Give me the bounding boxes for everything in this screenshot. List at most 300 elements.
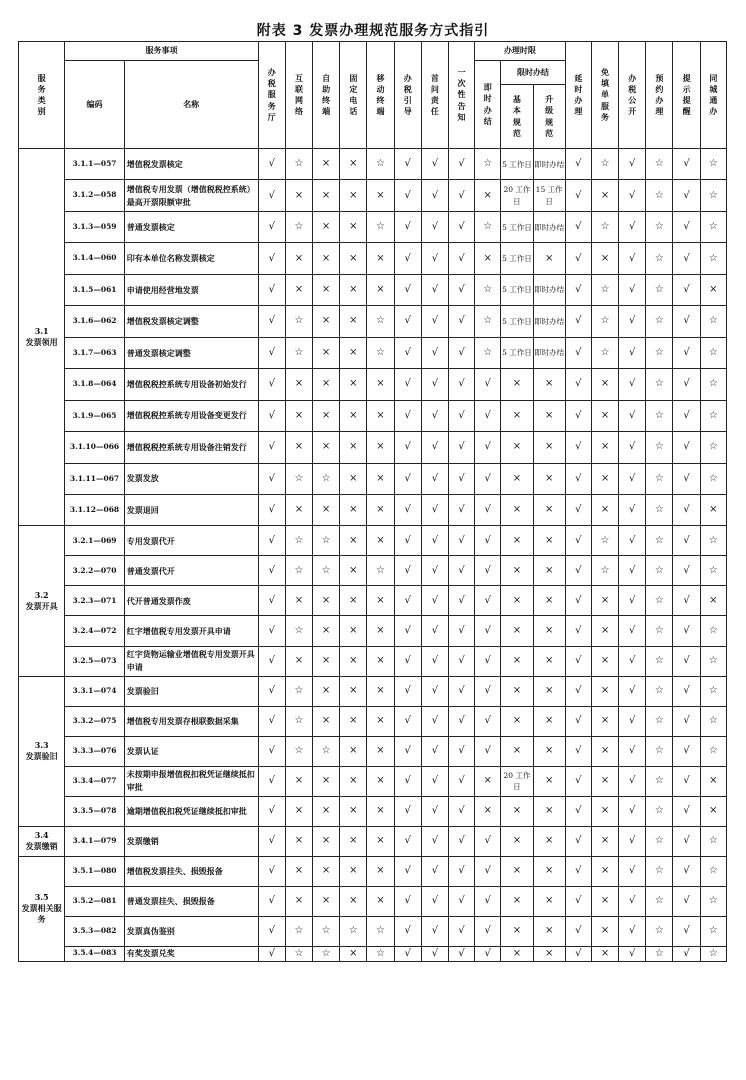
row-name: 发票认证 xyxy=(124,736,258,766)
row-name: 增值税发票核定调整 xyxy=(124,306,258,337)
cell-first-ask: √ xyxy=(421,494,448,525)
cell-guide: √ xyxy=(394,796,421,826)
row-code: 3.1.12—068 xyxy=(65,494,124,525)
cell-hall: √ xyxy=(258,616,285,646)
cell-same-city: × xyxy=(700,274,726,305)
cell-same-city: ☆ xyxy=(700,886,726,916)
cell-reserve: ☆ xyxy=(646,243,673,274)
cell-basic-norm: × xyxy=(501,916,533,946)
cell-one-notice: √ xyxy=(448,432,474,463)
cell-mobile: × xyxy=(367,796,394,826)
cell-same-city: ☆ xyxy=(700,916,726,946)
cell-upgrade-norm: × xyxy=(533,886,565,916)
cell-upgrade-norm: 即时办结 xyxy=(533,211,565,242)
cell-one-notice: √ xyxy=(448,306,474,337)
cell-hall: √ xyxy=(258,826,285,856)
cell-remind: √ xyxy=(673,946,700,961)
cell-reserve: ☆ xyxy=(646,766,673,796)
category-name: 发票开具 xyxy=(25,600,58,611)
cell-upgrade-norm: × xyxy=(533,526,565,556)
cell-landline: × xyxy=(340,856,367,886)
cell-one-notice: √ xyxy=(448,646,474,676)
cell-first-ask: √ xyxy=(421,243,448,274)
header-internet: 互 联 网 络 xyxy=(285,42,312,149)
cell-instant: √ xyxy=(475,736,501,766)
cell-basic-norm: 5 工作日 xyxy=(501,274,533,305)
cell-guide: √ xyxy=(394,946,421,961)
cell-one-notice: √ xyxy=(448,526,474,556)
cell-remind: √ xyxy=(673,180,700,211)
table-row xyxy=(19,646,727,676)
cell-reserve: ☆ xyxy=(646,180,673,211)
cell-remind: √ xyxy=(673,306,700,337)
cell-instant: ☆ xyxy=(475,149,501,180)
cell-same-city: ☆ xyxy=(700,616,726,646)
category-name: 发票验旧 xyxy=(25,751,58,762)
header-instant: 即 时 办 结 xyxy=(475,61,501,149)
cell-first-ask: √ xyxy=(421,556,448,586)
cell-mobile: × xyxy=(367,826,394,856)
cell-guide: √ xyxy=(394,736,421,766)
row-name: 普通发票核定调整 xyxy=(124,337,258,368)
cell-public: √ xyxy=(619,432,646,463)
cell-delay: √ xyxy=(565,736,591,766)
cell-self-terminal: × xyxy=(313,494,340,525)
cell-hall: √ xyxy=(258,916,285,946)
cell-public: √ xyxy=(619,916,646,946)
cell-internet: ☆ xyxy=(285,916,312,946)
cell-landline: × xyxy=(340,180,367,211)
cell-landline: × xyxy=(340,369,367,400)
cell-one-notice: √ xyxy=(448,796,474,826)
cell-internet: ☆ xyxy=(285,149,312,180)
cell-one-notice: √ xyxy=(448,463,474,494)
cell-delay: √ xyxy=(565,494,591,525)
cell-instant: √ xyxy=(475,432,501,463)
cell-hall: √ xyxy=(258,243,285,274)
cell-delay: √ xyxy=(565,886,591,916)
cell-guide: √ xyxy=(394,526,421,556)
cell-upgrade-norm: × xyxy=(533,369,565,400)
cell-guide: √ xyxy=(394,494,421,525)
cell-hall: √ xyxy=(258,526,285,556)
cell-reserve: ☆ xyxy=(646,676,673,706)
cell-one-notice: √ xyxy=(448,766,474,796)
cell-mobile: × xyxy=(367,369,394,400)
row-name: 增值税专用发票（增值税税控系统） 最高开票限额审批 xyxy=(124,180,258,211)
row-name: 申请使用经营地发票 xyxy=(124,274,258,305)
cell-basic-norm: × xyxy=(501,646,533,676)
cell-reserve: ☆ xyxy=(646,586,673,616)
cell-same-city: ☆ xyxy=(700,432,726,463)
cell-upgrade-norm: × xyxy=(533,826,565,856)
cell-one-notice: √ xyxy=(448,946,474,961)
cell-guide: √ xyxy=(394,916,421,946)
cell-instant: ☆ xyxy=(475,274,501,305)
cell-one-notice: √ xyxy=(448,180,474,211)
row-name: 专用发票代开 xyxy=(124,526,258,556)
category-name: 发票领用 xyxy=(25,337,58,348)
cell-mobile: × xyxy=(367,646,394,676)
cell-first-ask: √ xyxy=(421,676,448,706)
cell-one-notice: √ xyxy=(448,886,474,916)
cell-basic-norm: × xyxy=(501,706,533,736)
cell-remind: √ xyxy=(673,337,700,368)
cell-first-ask: √ xyxy=(421,856,448,886)
cell-same-city: ☆ xyxy=(700,400,726,431)
row-code: 3.1.1—057 xyxy=(65,149,124,180)
cell-public: √ xyxy=(619,274,646,305)
cell-one-notice: √ xyxy=(448,736,474,766)
cell-first-ask: √ xyxy=(421,463,448,494)
cell-delay: √ xyxy=(565,337,591,368)
cell-upgrade-norm: × xyxy=(533,706,565,736)
cell-public: √ xyxy=(619,586,646,616)
cell-hall: √ xyxy=(258,463,285,494)
cell-guide: √ xyxy=(394,149,421,180)
cell-remind: √ xyxy=(673,211,700,242)
cell-self-terminal: × xyxy=(313,706,340,736)
cell-instant: √ xyxy=(475,556,501,586)
cell-guide: √ xyxy=(394,243,421,274)
cell-first-ask: √ xyxy=(421,796,448,826)
table-row xyxy=(19,432,727,463)
row-name: 发票真伪鉴别 xyxy=(124,916,258,946)
cell-upgrade-norm: × xyxy=(533,556,565,586)
row-code: 3.3.2—075 xyxy=(65,706,124,736)
cell-guide: √ xyxy=(394,274,421,305)
cell-one-notice: √ xyxy=(448,337,474,368)
cell-remind: √ xyxy=(673,856,700,886)
cell-self-terminal: × xyxy=(313,856,340,886)
cell-hall: √ xyxy=(258,796,285,826)
cell-self-terminal: × xyxy=(313,243,340,274)
cell-remind: √ xyxy=(673,556,700,586)
cell-no-form: × xyxy=(591,463,618,494)
cell-self-terminal: ☆ xyxy=(313,736,340,766)
cell-landline: × xyxy=(340,526,367,556)
cell-reserve: ☆ xyxy=(646,706,673,736)
cell-reserve: ☆ xyxy=(646,369,673,400)
cell-internet: × xyxy=(285,243,312,274)
cell-no-form: × xyxy=(591,826,618,856)
cell-one-notice: √ xyxy=(448,856,474,886)
cell-instant: × xyxy=(475,243,501,274)
cell-upgrade-norm: × xyxy=(533,400,565,431)
table-row xyxy=(19,494,727,525)
cell-internet: × xyxy=(285,369,312,400)
row-name: 未按期申报增值税扣税凭证继续抵扣审批 xyxy=(124,766,258,796)
cell-one-notice: √ xyxy=(448,586,474,616)
cell-basic-norm: × xyxy=(501,586,533,616)
cell-guide: √ xyxy=(394,211,421,242)
cell-mobile: × xyxy=(367,494,394,525)
header-upgrade-norm: 升 级 规 范 xyxy=(533,85,565,149)
cell-landline: × xyxy=(340,796,367,826)
cell-basic-norm: 5 工作日 xyxy=(501,337,533,368)
cell-delay: √ xyxy=(565,400,591,431)
cell-same-city: ☆ xyxy=(700,706,726,736)
table-row xyxy=(19,706,727,736)
cell-delay: √ xyxy=(565,676,591,706)
cell-guide: √ xyxy=(394,369,421,400)
cell-landline: × xyxy=(340,706,367,736)
cell-self-terminal: × xyxy=(313,337,340,368)
cell-first-ask: √ xyxy=(421,180,448,211)
cell-no-form: ☆ xyxy=(591,526,618,556)
cell-one-notice: √ xyxy=(448,616,474,646)
page-title: 附表 3 发票办理规范服务方式指引 xyxy=(256,23,490,39)
cell-public: √ xyxy=(619,337,646,368)
row-code: 3.1.5—061 xyxy=(65,274,124,305)
cell-no-form: × xyxy=(591,706,618,736)
table-row xyxy=(19,796,727,826)
cell-reserve: ☆ xyxy=(646,463,673,494)
cell-first-ask: √ xyxy=(421,400,448,431)
cell-first-ask: √ xyxy=(421,432,448,463)
row-name: 普通发票核定 xyxy=(124,211,258,242)
cell-hall: √ xyxy=(258,556,285,586)
cell-internet: ☆ xyxy=(285,676,312,706)
cell-upgrade-norm: × xyxy=(533,646,565,676)
cell-delay: √ xyxy=(565,646,591,676)
cell-basic-norm: × xyxy=(501,946,533,961)
cell-public: √ xyxy=(619,736,646,766)
cell-delay: √ xyxy=(565,369,591,400)
cell-remind: √ xyxy=(673,526,700,556)
cell-reserve: ☆ xyxy=(646,916,673,946)
cell-basic-norm: × xyxy=(501,856,533,886)
cell-same-city: ☆ xyxy=(700,463,726,494)
cell-self-terminal: × xyxy=(313,676,340,706)
table-row xyxy=(19,400,727,431)
cell-one-notice: √ xyxy=(448,494,474,525)
cell-instant: √ xyxy=(475,856,501,886)
cell-hall: √ xyxy=(258,766,285,796)
cell-instant: √ xyxy=(475,826,501,856)
cell-internet: ☆ xyxy=(285,556,312,586)
cell-same-city: ☆ xyxy=(700,243,726,274)
cell-guide: √ xyxy=(394,556,421,586)
cell-mobile: × xyxy=(367,736,394,766)
cell-mobile: × xyxy=(367,886,394,916)
cell-one-notice: √ xyxy=(448,274,474,305)
category-number: 3.3 xyxy=(34,739,49,750)
header-code: 编码 xyxy=(65,61,124,149)
cell-internet: ☆ xyxy=(285,616,312,646)
cell-landline: ☆ xyxy=(340,916,367,946)
cell-one-notice: √ xyxy=(448,916,474,946)
cell-upgrade-norm: × xyxy=(533,616,565,646)
table-row xyxy=(19,149,727,180)
cell-internet: × xyxy=(285,886,312,916)
table-row xyxy=(19,856,727,886)
cell-same-city: ☆ xyxy=(700,149,726,180)
cell-no-form: ☆ xyxy=(591,274,618,305)
header-one-notice: 一 次 性 告 知 xyxy=(448,42,474,149)
table-row xyxy=(19,736,727,766)
cell-self-terminal: × xyxy=(313,796,340,826)
cell-delay: √ xyxy=(565,766,591,796)
table-row xyxy=(19,886,727,916)
cell-self-terminal: × xyxy=(313,586,340,616)
row-code: 3.4.1—079 xyxy=(65,826,124,856)
cell-no-form: × xyxy=(591,676,618,706)
cell-one-notice: √ xyxy=(448,149,474,180)
header-delay: 延 时 办 理 xyxy=(565,42,591,149)
cell-no-form: × xyxy=(591,766,618,796)
table-row xyxy=(19,306,727,337)
header-self-terminal: 自 助 终 端 xyxy=(313,42,340,149)
category-cell xyxy=(19,149,65,526)
cell-mobile: × xyxy=(367,463,394,494)
table-row xyxy=(19,369,727,400)
cell-no-form: × xyxy=(591,586,618,616)
cell-delay: √ xyxy=(565,243,591,274)
cell-delay: √ xyxy=(565,211,591,242)
cell-landline: × xyxy=(340,274,367,305)
row-code: 3.3.3—076 xyxy=(65,736,124,766)
row-code: 3.2.2—070 xyxy=(65,556,124,586)
cell-basic-norm: 5 工作日 xyxy=(501,306,533,337)
cell-landline: × xyxy=(340,886,367,916)
cell-upgrade-norm: × xyxy=(533,586,565,616)
cell-instant: ☆ xyxy=(475,211,501,242)
table-row xyxy=(19,766,727,796)
cell-hall: √ xyxy=(258,369,285,400)
category-number: 3.2 xyxy=(34,589,49,600)
row-code: 3.2.1—069 xyxy=(65,526,124,556)
cell-internet: ☆ xyxy=(285,706,312,736)
cell-basic-norm: 20 工作日 xyxy=(501,766,533,796)
row-name: 普通发票挂失、损毁报备 xyxy=(124,886,258,916)
cell-no-form: × xyxy=(591,886,618,916)
category-number: 3.4 xyxy=(34,829,49,840)
cell-same-city: ☆ xyxy=(700,736,726,766)
header-hall: 办 税 服 务 厅 xyxy=(258,42,285,149)
cell-reserve: ☆ xyxy=(646,494,673,525)
cell-basic-norm: × xyxy=(501,556,533,586)
cell-no-form: ☆ xyxy=(591,306,618,337)
cell-internet: × xyxy=(285,180,312,211)
cell-remind: √ xyxy=(673,916,700,946)
cell-reserve: ☆ xyxy=(646,526,673,556)
row-name: 增值税税控系统专用设备变更发行 xyxy=(124,400,258,431)
cell-first-ask: √ xyxy=(421,211,448,242)
cell-instant: √ xyxy=(475,916,501,946)
row-code: 3.5.1—080 xyxy=(65,856,124,886)
cell-hall: √ xyxy=(258,886,285,916)
cell-guide: √ xyxy=(394,646,421,676)
cell-landline: × xyxy=(340,463,367,494)
cell-instant: √ xyxy=(475,946,501,961)
cell-landline: × xyxy=(340,766,367,796)
cell-same-city: × xyxy=(700,796,726,826)
cell-public: √ xyxy=(619,243,646,274)
row-code: 3.2.4—072 xyxy=(65,616,124,646)
row-name: 逾期增值税扣税凭证继续抵扣审批 xyxy=(124,796,258,826)
cell-public: √ xyxy=(619,826,646,856)
cell-landline: × xyxy=(340,400,367,431)
cell-reserve: ☆ xyxy=(646,946,673,961)
cell-no-form: ☆ xyxy=(591,149,618,180)
cell-hall: √ xyxy=(258,646,285,676)
cell-public: √ xyxy=(619,149,646,180)
cell-first-ask: √ xyxy=(421,916,448,946)
row-name: 有奖发票兑奖 xyxy=(124,946,258,961)
cell-upgrade-norm: 即时办结 xyxy=(533,337,565,368)
cell-first-ask: √ xyxy=(421,706,448,736)
cell-remind: √ xyxy=(673,736,700,766)
cell-guide: √ xyxy=(394,586,421,616)
cell-self-terminal: ☆ xyxy=(313,526,340,556)
cell-self-terminal: × xyxy=(313,886,340,916)
cell-landline: × xyxy=(340,149,367,180)
cell-instant: × xyxy=(475,766,501,796)
cell-same-city: ☆ xyxy=(700,676,726,706)
cell-mobile: ☆ xyxy=(367,211,394,242)
header-category: 服 务 类 别 xyxy=(19,42,65,149)
cell-mobile: × xyxy=(367,243,394,274)
cell-basic-norm: × xyxy=(501,432,533,463)
cell-first-ask: √ xyxy=(421,337,448,368)
cell-internet: × xyxy=(285,856,312,886)
cell-internet: × xyxy=(285,766,312,796)
table-row xyxy=(19,826,727,856)
cell-internet: × xyxy=(285,494,312,525)
cell-instant: √ xyxy=(475,676,501,706)
cell-public: √ xyxy=(619,616,646,646)
cell-one-notice: √ xyxy=(448,826,474,856)
cell-same-city: × xyxy=(700,586,726,616)
cell-reserve: ☆ xyxy=(646,211,673,242)
cell-first-ask: √ xyxy=(421,526,448,556)
cell-instant: √ xyxy=(475,463,501,494)
table-row xyxy=(19,274,727,305)
cell-hall: √ xyxy=(258,494,285,525)
cell-upgrade-norm: × xyxy=(533,432,565,463)
cell-basic-norm: × xyxy=(501,400,533,431)
cell-delay: √ xyxy=(565,526,591,556)
cell-internet: × xyxy=(285,646,312,676)
cell-one-notice: √ xyxy=(448,706,474,736)
cell-first-ask: √ xyxy=(421,646,448,676)
cell-basic-norm: × xyxy=(501,676,533,706)
cell-delay: √ xyxy=(565,616,591,646)
cell-basic-norm: × xyxy=(501,796,533,826)
category-cell xyxy=(19,856,65,961)
cell-self-terminal: × xyxy=(313,616,340,646)
cell-public: √ xyxy=(619,369,646,400)
cell-mobile: ☆ xyxy=(367,946,394,961)
table-row xyxy=(19,211,727,242)
row-name: 发票退回 xyxy=(124,494,258,525)
cell-public: √ xyxy=(619,526,646,556)
cell-self-terminal: × xyxy=(313,646,340,676)
table-row xyxy=(19,946,727,961)
cell-basic-norm: × xyxy=(501,369,533,400)
cell-remind: √ xyxy=(673,616,700,646)
cell-remind: √ xyxy=(673,494,700,525)
cell-public: √ xyxy=(619,306,646,337)
cell-reserve: ☆ xyxy=(646,337,673,368)
cell-remind: √ xyxy=(673,432,700,463)
cell-basic-norm: 5 工作日 xyxy=(501,243,533,274)
cell-same-city: ☆ xyxy=(700,306,726,337)
cell-no-form: × xyxy=(591,243,618,274)
table-row xyxy=(19,676,727,706)
cell-basic-norm: × xyxy=(501,463,533,494)
